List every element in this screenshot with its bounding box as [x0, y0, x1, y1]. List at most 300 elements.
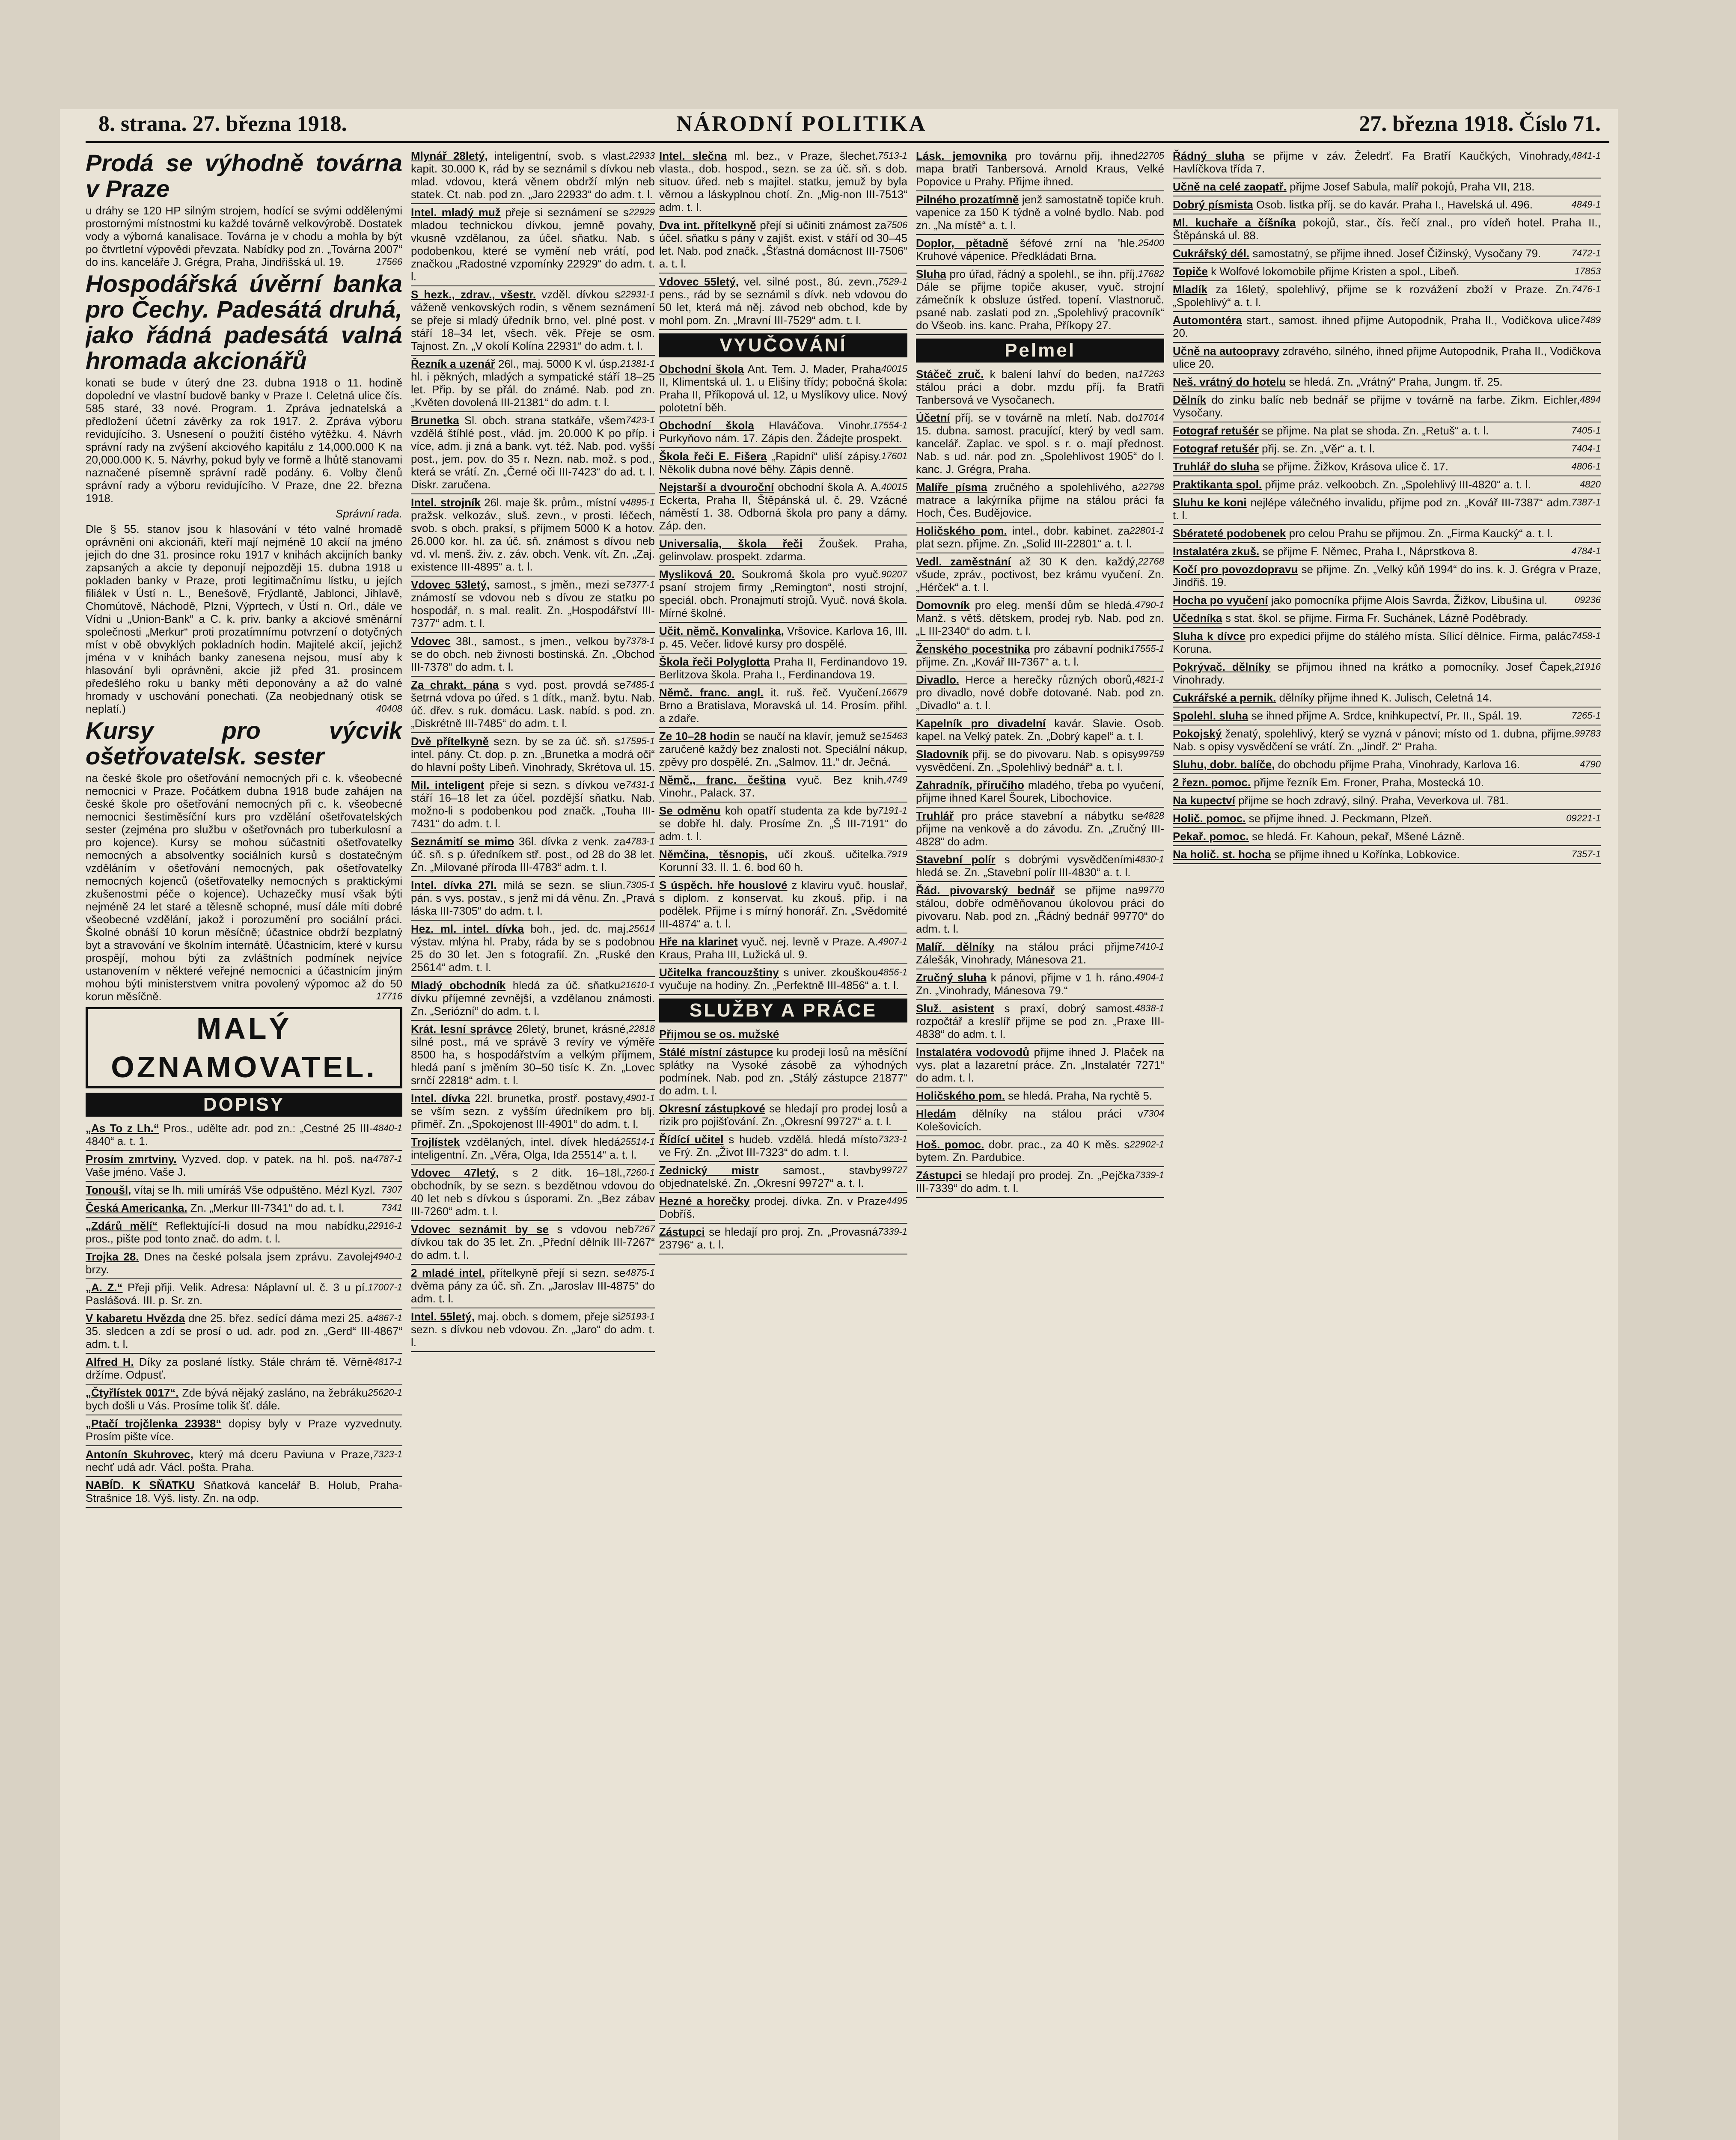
ad-title: Intel. dívka 27l.	[411, 879, 497, 892]
ad-title: Intel. dívka	[411, 1092, 470, 1105]
classified-ad	[916, 191, 1164, 235]
ad-body: k pánovi, přijme v 1 h. ráno. Zn. „Vinohrady, Mánesova 79.“	[916, 971, 1135, 997]
ad-title: Řídící učitel	[659, 1133, 724, 1146]
header-left: 8. strana. 27. března 1918.	[98, 112, 347, 136]
ad-number: 25514-1	[620, 1136, 655, 1147]
classified-ad	[1173, 196, 1601, 214]
ad-number: 7476-1	[1571, 284, 1601, 294]
ad-title: Hledám	[916, 1107, 956, 1120]
classified-ad	[916, 366, 1164, 410]
classified-ad	[916, 266, 1164, 335]
ad-number: 4841-1	[1571, 150, 1601, 161]
ad-body: pro eleg. menší dům se hledá. Manž. s větš. dětskem, prodej ryb. Nab. pod zn. „L III-2340“ do adm. t. l.	[916, 599, 1164, 637]
ad-number: 7191-1	[878, 805, 907, 816]
ad-title: Zednický mistr	[659, 1164, 759, 1177]
ad-number: 22931-1	[620, 289, 655, 300]
classified-ad	[659, 1026, 907, 1044]
ad-body: Přeji přiji. Velik. Adresa: Náplavní ul. č. 3 u pí. Paslášová. III. p. Sr. zn.	[86, 1281, 368, 1307]
classified-ad	[411, 877, 655, 921]
ad-body: obchodní škola A. A. Eckerta, Praha II, Štěpánská ul. č. 29. Vzácné náměstí 1. 38. Odborná škola pro pany a dámy. Záp. den.	[659, 481, 907, 532]
ad-title: Dobrý písmista	[1173, 198, 1253, 211]
ad-title: Divadlo.	[916, 673, 960, 686]
ad-body: se přijme v záv. Želedrť. Fa Bratří Kaučkých, Vinohrady, Havlíčkova třída 7.	[1173, 149, 1572, 175]
classifieds-banner: MALÝ OZNAMOVATEL.	[86, 1007, 402, 1088]
ad-number: 40015	[881, 482, 907, 492]
ad-number: 4749	[886, 774, 907, 785]
classified-ad	[659, 1044, 907, 1100]
ad-title: Dvě přítelkyně	[411, 735, 489, 748]
ad-number: 7513-1	[878, 150, 907, 161]
ad-body: Hlaváčova. Vinohr. Purkyňovo nám. 17. Zápis den. Žádejte prospekt.	[659, 419, 902, 445]
ad-title: Prosím zmrtviny.	[86, 1153, 177, 1165]
ad-body: Sňatková kancelář B. Holub, Praha-Strašnice 18. Výš. listy. Zn. na odp.	[86, 1479, 402, 1504]
ad-body: dělníky na stálou práci v Kolešovicích.	[916, 1107, 1144, 1133]
ad-title: Pokojský	[1173, 727, 1222, 740]
ad-body: pro úřad, řádný a spolehl., se ihn. příj. Dále se přijme topiče akuser, vyuč. strojní zámečník k obsluze ústřed. topení. Vlastnoruč. psané nab. zaslati pod zn. „Spolehlivý pracovník“ do Všeob. ins. kanc. Praha, Příkopy 27.	[916, 268, 1164, 332]
ad-body: přijme řezník Em. Froner, Praha, Mostecká 10.	[1251, 776, 1484, 789]
ad-title: Škola řeči E. Fišera	[659, 450, 767, 463]
ad-title: Cukrářské a pernik.	[1173, 691, 1276, 704]
ad-title: Pokrývač. dělníky	[1173, 660, 1271, 673]
ad-body: mladého, třeba po vyučení, přijme ihned Karel Šourek, Libochovice.	[916, 779, 1164, 804]
ad-title: Holičského pom.	[916, 524, 1007, 537]
ad-body: samost., stavby objednatelské. Zn. „Okresní 99727“ a. t. l.	[659, 1164, 881, 1189]
classified-ad	[411, 577, 655, 633]
ad-number: 4894	[1580, 394, 1601, 405]
classified-ad	[1173, 725, 1601, 756]
ad-body: příj. se v továrně na mletí. Nab. do 15. dubna. samost. pracující, který by vedl sam. kancelář. Zaplac. ve spol. s r. o. mají přednost. Nab. s ud. nár. pod zn. „Spolehlivost 1905“ do l. kanc. J. Grégra, Praha.	[916, 411, 1164, 476]
classified-ad	[659, 361, 907, 417]
classified-ad	[659, 933, 907, 964]
ad-number: 22933	[628, 150, 655, 161]
ad-body: Herce a herečky různých oborů, pro divadlo, nové dobře dotované. Nab. pod zn. „Divadlo“ a. t. l.	[916, 673, 1164, 712]
ad-number: 4790-1	[1135, 600, 1164, 610]
classified-ad	[86, 1120, 402, 1151]
classified-ad	[86, 1354, 402, 1385]
ad-title: S hezk., zdrav., všestr.	[411, 288, 536, 301]
ad-title: NABÍD. K SŇATKU	[86, 1479, 195, 1492]
ad-title: Česká Americanka.	[86, 1201, 187, 1214]
ad-body: 38l., samost., s jmen., velkou by se do obch. neb živnosti bostinská. Zn. „Obchod III-7378“ do adm. t. l.	[411, 635, 655, 673]
ad-body: se hledají pro prodej losů a rizik pro pojišťování. Zn. „Okresní 99727“ a. t. l.	[659, 1102, 907, 1128]
ad-title: Intel. mladý muž	[411, 206, 501, 219]
ad-number: 21916	[1574, 661, 1601, 672]
ad-body: přijme Josef Sabula, malíř pokojů, Praha VII, 218.	[1286, 180, 1535, 193]
ad-title: 2 mladé intel.	[411, 1266, 485, 1279]
classified-ad	[1173, 476, 1601, 494]
ad-title: Instalatéra vodovodů	[916, 1046, 1029, 1058]
ad-title: Řád. pivovarský bednář	[916, 884, 1055, 897]
ad-title: Učně na autoopravy	[1173, 345, 1280, 357]
ad-title: Sluhu, dobr. balíče,	[1173, 758, 1275, 771]
classified-ad	[916, 1136, 1164, 1167]
ad-body: Soukromá škola pro vyuč. psaní strojem firmy „Remington“, nosti strojní, speciál. obch. Pronajmutí strojů. Vyuč. nová škola. Mírné školné.	[659, 568, 907, 619]
ad-title: Antonín Skuhrovec,	[86, 1448, 193, 1461]
ad-title: Přijmou se os. mužské	[659, 1028, 779, 1040]
ad-body: zručného a spolehlivého, a matrace a lakýrníka přijme na stálou práci fa Hoch, Čes. Budějovice.	[916, 481, 1164, 519]
ad-title: Obchodní škola	[659, 363, 744, 375]
classified-ad	[659, 772, 907, 802]
ad-body: vzdělaných, intel. dívek hledá inteligentní. Zn. „Věra, Olga, Ida 25514“ a. t. l.	[411, 1135, 637, 1161]
newspaper-page	[60, 109, 1618, 2140]
classified-ad	[659, 1100, 907, 1131]
nursing-course-text: na české škole pro ošetřování nemocných při c. k. všeobecné nemocnici v Praze. Počátkem dubna 1918 bude zahájen na české škole pro ošetřování nemocných při c. k. všeobecné nemocnici šestiměsíční kurs pro vzdělání ošetřovatelských sester (zejména pro službu v ošetřovnách pro tuberkulosní a pro kojence). Kursy se mohou súčastniti ošetřovatelky nemocných a absolventky sociálních kursů s dostatečným vzděláním v ošetřování nemocných, pak ošetřovatelky nemocných kojenců (ošetřovatelky nemocných s praktickými zkušenostmi péče o kojence). Uchazečky musí však býti nejméně 24 let staré a tělesně schopné, musí dále míti dobré všeobecné vzdělání, jakož i porozumění pro sociální práci. Školné obnáší 10 korun měsíčně; účastnice obdrží bezplatný byt a stravování ve školním internátě. Účastnicím, které v kursu prospějí, mohou býti za zvláštních podmínek nejvíce ustanovením v některé veřejné nemocnici a účastnicím jiným mohou býti ministerstvem vnitra povolený výpomoc až do 50 korun měsíčně. 17716	[86, 772, 402, 1003]
ad-body: do zinku balíc neb bednář se přijme v továrně na farbe. Zikm. Eichler, Vysočany.	[1173, 393, 1580, 419]
ad-title: Nejstarší a dvouroční	[659, 481, 774, 493]
ad-number: 22916-1	[368, 1220, 402, 1231]
classified-ad	[659, 877, 907, 933]
ad-body: milá se sezn. se sliun. pán. s vys. postav., s jenž mi dá věnu. Zn. „Pravá láska III-7305“ do adm. t. l.	[411, 879, 655, 917]
ad-title: Stáčeč zruč.	[916, 368, 984, 380]
classified-ad	[659, 964, 907, 995]
ad-title: Vdovec 55letý,	[659, 275, 739, 288]
ad-title: Účetní	[916, 411, 950, 424]
classified-ad	[86, 1385, 402, 1415]
ad-body: dne 25. břez. sedící dáma mezi 25. a 35. sledcen a zdí se prosí o ud. adr. pod zn. „Gerd“ III-4867“ adm. t. l.	[86, 1312, 402, 1350]
ad-title: Sladovník	[916, 748, 969, 761]
classified-ad	[659, 417, 907, 448]
ad-title: Za chrakt. pána	[411, 678, 499, 691]
ad-body: samost., s jměn., mezi se známostí se vdovou neb s dívou ze statku po hospodář, n. s mal. realit. Zn. „Hospodářství III-7377“ adm. t. l.	[411, 578, 655, 630]
ad-number: 21381-1	[620, 358, 655, 369]
header-rule	[86, 141, 1609, 143]
classified-ad	[86, 1182, 402, 1200]
ad-number: 21610-1	[620, 980, 655, 990]
ad-title: Němč., franc. čeština	[659, 773, 786, 786]
ad-number: 7305-1	[625, 880, 655, 890]
ad-number: 7267	[634, 1224, 655, 1234]
ad-title: Krát. lesní správce	[411, 1022, 512, 1035]
ad-number: 4830-1	[1135, 854, 1164, 865]
ad-body: jako pomocníka přijme Alois Savrda, Žižkov, Libušina ul.	[1268, 594, 1548, 606]
ad-number: 4787-1	[373, 1153, 402, 1164]
ad-number: 17595-1	[620, 736, 655, 746]
ad-number: 15463	[881, 731, 907, 741]
classified-ad	[1173, 756, 1601, 774]
ad-title: Dělník	[1173, 393, 1207, 406]
masthead: NÁRODNÍ POLITIKA	[676, 112, 927, 136]
ad-title: Seznámití se mimo	[411, 835, 514, 848]
ad-title: Dva int. přítelkyně	[659, 219, 756, 232]
ad-number: 4783-1	[625, 836, 655, 847]
ad-body: sezn. by se za úč. sň. s intel. pány. Ct. dop. p. zn. „Brunetka a modrá oči“ do hlavní pošty Libeň. Vinohrady, Skrétova ul. 15.	[411, 735, 655, 773]
ad-body: Sl. obch. strana statkáře, všem vzdělá štíhlé post., vlád. jm. 20.000 K po příp. i více, adm. ji zná a bank. vyt. též. Nab. pod. vyšší post., jem. pov. do 35 r. Nezn. nab. mož. s pod., která se vrátí. Zn. „Černé oči III-7423“ do ad. t. l. Diskr. zaručena.	[411, 414, 655, 491]
ad-number: 17853	[1574, 266, 1601, 276]
ad-body: dopisy byly v Praze vyzvednuty. Prosím pište více.	[86, 1417, 402, 1443]
classified-ad	[1173, 148, 1601, 178]
ad-body: se přijme na stálou, dobře odměňovanou úkolovou práci do pivovaru. Nab. pod zn. „Řádný bednář 99770“ do adm. t. l.	[916, 884, 1164, 935]
ad-number: 17554-1	[873, 420, 907, 431]
ad-number: 4790	[1580, 759, 1601, 770]
ad-body: zdravého, silného, ihned přijme Autopodnik, Praha II., Vodičkova ulice 20.	[1173, 345, 1601, 370]
ad-body: s praxí, dobrý samost. rozpočtář a kreslíř přijme se pod zn. „Praxe III-4838“ do adm. t. l.	[916, 1002, 1164, 1040]
ad-title: Truhlář	[916, 809, 954, 822]
ad-title: Vdovec 53letý,	[411, 578, 490, 591]
column-2	[411, 148, 655, 2140]
ad-body: vel. silné post., 8ú. zevn., pens., rád by se seznámil s dívk. neb vdovou do 50 let, která má něj. závod neb obchod, kde by mohl pom. Zn. „Mravní III-7529“ adm. t. l.	[659, 275, 907, 327]
ad-body: jenž samostatně topiče kruh. vapenice za 150 K týdně a volné bydlo. Nab. pod zn. „Na místě“ a. t. l.	[916, 193, 1164, 232]
ad-body: prodej. dívka. Zn. v Praze Dobříš.	[659, 1195, 887, 1220]
ad-body: přij. se do pivovaru. Nab. s opisy vysvědčení. Zn. „Spolehlivý bednář“ a. t. l.	[916, 748, 1138, 773]
classified-ad	[1173, 561, 1601, 592]
ad-title: Vdovec	[411, 635, 451, 648]
classified-ad	[411, 1308, 655, 1352]
classified-ad	[1173, 440, 1601, 458]
ad-number: 4806-1	[1571, 461, 1601, 472]
ad-body: boh., jed. dc. maj. výstav. mlýna hl. Praby, ráda by se s podobnou 25 do 30 let. Jen s fotografií. Zn. „Ruské den 25614“ adm. t. l.	[411, 922, 655, 974]
ad-title: Mladý obchodník	[411, 979, 506, 992]
ad-body: 36l. dívka z venk. za úč. sň. s p. úředníkem stř. post., od 28 do 38 let. Zn. „Milované příroda III-4783“ adm. t. l.	[411, 835, 655, 874]
ad-number: 17601	[881, 451, 907, 461]
ad-title: Malíře písma	[916, 481, 987, 493]
ad-body: vyuč. Bez knih. Vinohr., Palack. 37.	[659, 773, 887, 799]
classified-ad	[1173, 792, 1601, 810]
classified-ad	[916, 1044, 1164, 1088]
ad-title: Sluha k dívce	[1173, 630, 1246, 642]
classified-ad	[86, 1218, 402, 1248]
classified-ad	[659, 728, 907, 772]
ad-number: 4828	[1143, 810, 1164, 821]
section-bar: SLUŽBY A PRÁCE	[659, 999, 907, 1022]
ad-title: Domovník	[916, 599, 970, 612]
classified-ad	[1173, 178, 1601, 196]
ad-body: přijme se hoch zdravý, silný. Praha, Veverkova ul. 781.	[1235, 794, 1509, 807]
ad-body: pro zábavní podnik přijme. Zn. „Kovář III-7367“ a. t. l.	[916, 642, 1130, 668]
classified-ad	[659, 802, 907, 846]
ad-number: 4495	[886, 1195, 907, 1206]
ad-body: s stat. škol. se přijme. Firma Fr. Suchánek, Lázně Poděbrady.	[1222, 612, 1528, 624]
classified-ad	[86, 1279, 402, 1310]
classified-ad	[86, 1310, 402, 1354]
classified-ad	[916, 808, 1164, 851]
ad-title: Mil. inteligent	[411, 779, 485, 791]
classified-ad	[411, 412, 655, 494]
ad-body: 26l., maj. 5000 K vl. úsp. hl. i pěkných, mladých a sympatické stáří 18–25 let. Přip. by se přál. do známé. Nab. pod zn. „Květen dovolená III-21381“ do adm. t. l.	[411, 357, 655, 409]
ad-number: 99759	[1138, 749, 1164, 759]
ad-number: 7378-1	[625, 636, 655, 646]
ad-number: 4904-1	[1135, 972, 1164, 983]
ad-title: Služ. asistent	[916, 1002, 994, 1015]
ad-title: Zahradník, příručího	[916, 779, 1024, 791]
classified-ad	[411, 733, 655, 777]
ad-body: vzděl. dívkou s váženě venkovských rodin, s věnem seznámení se přeje si mladý úředník brno, vel. plné post. v stáří 18–34 let, všech. věk. Přeje se osm. Tajnost. Zn. „V okolí Kolína 22931“ do adm. t. l.	[411, 288, 655, 352]
ad-title: Vdovec seznámit by se	[411, 1223, 549, 1236]
ad-body: se hledá. Fr. Kahoun, pekař, Mšené Lázně.	[1248, 830, 1465, 843]
classified-ad	[916, 777, 1164, 808]
factory-sale-text: u dráhy se 120 HP silným strojem, hodící se svými oddělenými prostornými místnostmi ku každé továrně velkovýrobě. Dostatek vody a výborná kanalisace. Továrna je v chodu a mohla by být po čtvrtletní výpovědi převzata. Nabídky pod zn. „Továrna 2007“ do ins. kanceláře J. Grégra, Praha, Jindřišská ul. 19. 17566	[86, 204, 402, 268]
ad-title: Automontéra	[1173, 314, 1242, 327]
ad-body: Pros., udělte adr. pod zn.: „Cestné 25 III-4840“ a. t. 1.	[86, 1122, 373, 1147]
classified-ad	[916, 553, 1164, 597]
classified-ad	[1173, 543, 1601, 561]
ad-number: 16679	[881, 687, 907, 698]
classified-ad	[916, 235, 1164, 266]
ad-number: 7529-1	[878, 276, 907, 287]
ad-body: dobr. prac., za 40 K měs. s bytem. Zn. Pardubice.	[916, 1138, 1130, 1164]
ad-title: Hez. ml. intel. dívka	[411, 922, 524, 935]
classified-ad	[916, 851, 1164, 882]
classified-ad	[659, 1131, 907, 1162]
ad-body: it. ruš. řeč. Vyučení. Brno a Bratislava, Moravská ul. 14. Prosím. přihl. a zdaře.	[659, 686, 907, 725]
classified-ad	[1173, 707, 1601, 725]
classified-ad	[1173, 214, 1601, 245]
ad-title: Ze 10–28 hodin	[659, 730, 740, 743]
ad-title: Mysliková 20.	[659, 568, 735, 581]
ad-title: Instalatéra zkuš.	[1173, 545, 1260, 558]
section-bar: Pelmel	[916, 339, 1164, 363]
ad-body: až 30 K den. každý, všude, zpráv., poctivost, bez krámu vyučení. Zn. „Hérček“ a. t. l.	[916, 555, 1164, 594]
ad-title: Trojka 28.	[86, 1250, 139, 1263]
ad-body: hledá za úč. sňatku dívku příjemné zevnější, a vzdělanou známosti. Zn. „Seriózní“ do adm. t. l.	[411, 979, 655, 1017]
ad-body: maj. obch. s domem, přeje si sezn. s dívkou neb vdovou. Zn. „Jaro“ do adm. t. l.	[411, 1310, 655, 1349]
ad-number: 7323-1	[878, 1134, 907, 1144]
ad-number: 7339-1	[1135, 1170, 1164, 1180]
ad-body: přij. se. Zn. „Věr“ a. t. l.	[1258, 442, 1375, 455]
ad-body: se přijme ihned. J. Peckmann, Plzeň.	[1246, 812, 1432, 825]
ad-number: 7423-1	[625, 415, 655, 425]
classified-ad	[916, 715, 1164, 746]
ad-number: 7405-1	[1571, 425, 1601, 436]
ad-body: Vyzved. dop. v patek. na hl. poš. na Vaše jméno. Vaše J.	[86, 1153, 373, 1178]
ad-title: Ml. kuchaře a číšníka	[1173, 216, 1296, 229]
ad-body: kavár. Slavie. Osob. kapel. na Velký patek. Zn. „Dobrý kapel“ a. t. l.	[916, 717, 1164, 743]
column-3	[659, 148, 907, 2140]
classified-ad	[916, 939, 1164, 969]
ad-number: 7265-1	[1571, 710, 1601, 721]
ad-number: 22818	[628, 1023, 655, 1034]
ad-number: 7458-1	[1571, 630, 1601, 641]
ad-number: 7307	[381, 1184, 402, 1195]
ad-number: 7431-1	[625, 779, 655, 790]
classified-ad	[1173, 659, 1601, 690]
classified-ad	[1173, 312, 1601, 343]
ad-number: 17014	[1138, 412, 1164, 423]
ad-number: 22798	[1138, 482, 1164, 492]
ad-title: Cukrářský dél.	[1173, 247, 1250, 260]
ad-body: do obchodu přijme Praha, Vinohrady, Karlova 16.	[1275, 758, 1520, 771]
ad-body: přeje si seznámení se s mladou technickou dívkou, jemně povahy, vkusně vzdělanou, za účel. sňatku. Nab. s podobenkou, které se vymění neb vrátí, pod značkou „Radostné vzpomínky 22929“ do adm. t. l.	[411, 206, 655, 283]
ad-title: „Ptačí trojčlenka 23938“	[86, 1417, 222, 1430]
ad-number: 40015	[881, 363, 907, 374]
classified-ad	[1173, 494, 1601, 525]
section-bar: VYUČOVÁNÍ	[659, 333, 907, 357]
ad-number: 22705	[1138, 150, 1164, 161]
ad-body: se hledá. Praha, Na rychtě 5.	[1005, 1089, 1153, 1102]
ad-title: V kabaretu Hvězda	[86, 1312, 185, 1325]
ad-title: Trojlístek	[411, 1135, 460, 1148]
ad-body: inteligentní, svob. s vlast. kapit. 30.000 K, rád by se seznámil s dívkou neb mlad. vdovou, která věnem obdrží mlýn neb statek. Ct. nab. pod zn. „Jaro 22933“ do adm. t. l.	[411, 149, 655, 201]
ad-number: 99783	[1574, 728, 1601, 739]
classified-ad	[916, 641, 1164, 672]
ad-body: start., samost. ihned přijme Autopodnik, Praha II., Vodičkova ulice 20.	[1173, 314, 1580, 339]
classified-ad	[916, 597, 1164, 641]
classified-ad	[411, 921, 655, 977]
ad-number: 7485-1	[625, 679, 655, 690]
ad-title: Na kupectví	[1173, 794, 1235, 807]
ad-number: 4820	[1580, 479, 1601, 490]
bank-meeting-text: konati se bude v úterý dne 23. dubna 1918 o 11. hodině dopolední ve vlastní budově banky v Praze I. Celetná ulice čís. 585 staré, 33 nové. Program. 1. Zpráva jednatelská a předložení účetní závěrky za rok 1917. 2. Zpráva výboru revidujícího. 3. Usnesení o použití čistého výtěžku. 4. Návrh správní rady na zvýšení akciového kapitálu z 14,000.000 K na 20,000.000 K. 5. Návrhy, pokud byly ve formě a lhůtě stanovami naznačené písemně správní radě podány. 6. Volby členů správní rady a výboru revidujícího. V Praze, dne 22. března 1918. Správní rada. Dle § 55. stanov jsou k hlasování v této valné hromadě oprávněni oni akcionáři, kteří mají nejméně 10 akcií na jméno jejich do dne 31. prosince roku 1917 v knihách akcijních banky zapsaných a akcie ty deponují nejpozději 15. dubna 1918 u pokladen banky v Praze, proti legitimačnímu lístku, u jejích filiálek v Ústí n. L., Benešově, Frýdlantě, Jablonci, Jihlavě, Chomútově, Náchodě, Plzni, Výprtech, v Ústí n. Orl., dále ve Vídni u „Union-Bank“ a C. k. priv. banky a akciové směnární společnosti „Merkur“ proti prozatímnímu potvrzení o dotyčných míst v obě obvyklých pokladních hodin. Majitelé akcií, jejichž jména v v knihách banky zanesena nejsou, musí aby k hlasování byli oprávněni, akcie již před 31. prosincem předešlého roku u banky měti deponovány a až do valné hromady v uschování ponechati. (Za neobjednaný otisk se neplatí.) 40408	[86, 376, 402, 715]
ad-body: Díky za poslané lístky. Stále chrám tě. Věrně držíme. Odpusť.	[86, 1355, 373, 1381]
ad-number: 22902-1	[1130, 1139, 1164, 1150]
ad-title: Na holič. st. hocha	[1173, 848, 1271, 861]
ad-title: Holič. pomoc.	[1173, 812, 1246, 825]
ad-body: přejí si učiniti známost za účel. sňatku s pány v zajišt. exist. v stáří od 30–45 let. Nab. pod značk. „Šťastná domácnost III-7506“ a. t. l.	[659, 219, 907, 270]
classified-ad	[659, 1193, 907, 1224]
classified-ad	[1173, 281, 1601, 312]
ad-body: se hledají pro proj. Zn. „Provasná 23796“ a. t. l.	[659, 1225, 878, 1251]
ad-title: Neš. vrátný do hotelu	[1173, 375, 1286, 388]
classified-ad	[916, 410, 1164, 479]
ad-number: 4895-1	[625, 497, 655, 508]
ad-body: přijme práz. velkoobch. Zn. „Spolehlivý III-4820“ a. t. l.	[1262, 478, 1531, 491]
ad-title: Němčina, těsnopis,	[659, 848, 768, 861]
ad-body: vítaj se lh. mili umíráš Vše odpuštěno. Mézl Kyzl.	[131, 1183, 376, 1196]
classified-ad	[659, 654, 907, 684]
classified-ad	[659, 623, 907, 654]
ad-number: 09236	[1574, 594, 1601, 605]
classified-ad	[916, 672, 1164, 715]
classified-ad	[659, 148, 907, 217]
classified-ad	[659, 684, 907, 728]
ad-title: 2 řezn. pomoc.	[1173, 776, 1251, 789]
classified-ad	[659, 535, 907, 566]
ad-title: Okresní zástupkové	[659, 1102, 765, 1115]
classified-ad	[1173, 245, 1601, 263]
ad-body: Žoušek. Praha, gelinvolaw. prospekt. zdarma.	[659, 537, 907, 563]
classified-ad	[659, 217, 907, 273]
classified-list	[659, 148, 907, 1254]
classified-ad	[411, 1265, 655, 1308]
ad-number: 7260-1	[625, 1167, 655, 1178]
ad-number: 7341	[381, 1202, 402, 1213]
classified-ad	[411, 977, 655, 1021]
nursing-course-headline: Kursy pro výcvik ošetřovatelsk. sester	[86, 717, 402, 770]
ad-body: Reflektující-li dosud na mou nabídku, pros., pište pod tonto znač. do adm. t. l.	[86, 1219, 368, 1245]
ad-body: samostatný, se přijme ihned. Josef Čižinský, Vysočany 79.	[1249, 247, 1541, 260]
ad-body: přítelkyně přejí si sezn. se dvěma pány za úč. sň. Zn. „Jaroslav III-4875“ do adm. t. l.	[411, 1266, 655, 1305]
classified-ad	[659, 479, 907, 535]
ad-number: 7919	[886, 849, 907, 859]
ad-number: 4840-1	[373, 1123, 402, 1133]
ad-number: 4856-1	[878, 967, 907, 978]
ad-number: 7323-1	[373, 1449, 402, 1459]
ad-body: se přijme F. Němec, Praha I., Náprstkova 8.	[1259, 545, 1478, 558]
classified-ad	[916, 746, 1164, 777]
ad-title: Učitelka francouzštiny	[659, 966, 779, 979]
ad-number: 4940-1	[373, 1251, 402, 1262]
classified-ad	[659, 1224, 907, 1254]
classified-ad	[86, 1151, 402, 1182]
ad-body: ku prodeji losů na měsíční splátky na Vysoké zásobě za výhodných podmínek. Nab. pod zn. „Stálý zástupce 21877“ do adm. t. l.	[659, 1046, 907, 1097]
classified-ad	[411, 1221, 655, 1265]
ad-title: Stálé místní zástupce	[659, 1046, 773, 1058]
ad-number: 4907-1	[878, 936, 907, 947]
ad-title: Učit. němč. Konvalinka,	[659, 624, 784, 637]
ad-number: 4784-1	[1571, 546, 1601, 556]
ad-body: se přijme. Žižkov, Krásova ulice č. 17.	[1259, 460, 1448, 473]
ad-body: se přijmou ihned na krátko a pomocníky. Josef Čapek, Vinohrady.	[1173, 660, 1575, 686]
ad-body: se hledá. Zn. „Vrátný“ Praha, Jungm. tř. 25.	[1286, 375, 1503, 388]
ad-title: Ženského pocestnika	[916, 642, 1030, 655]
ad-title: Sbérateté podobenek	[1173, 527, 1286, 540]
classified-ad	[916, 523, 1164, 553]
ad-body: ženatý, spolehlivý, který se vyzná v pánovi; místo od 1. dubna, přijme. Nab. s opisy vysvědčení se vrátí. Zn. „Jindř. 2“ Praha.	[1173, 727, 1575, 753]
ad-title: Brunetka	[411, 414, 459, 427]
classified-ad	[1173, 690, 1601, 707]
ad-title: Kapelník pro divadelní	[916, 717, 1046, 730]
ad-number: 17263	[1138, 369, 1164, 379]
classified-ad	[411, 777, 655, 833]
